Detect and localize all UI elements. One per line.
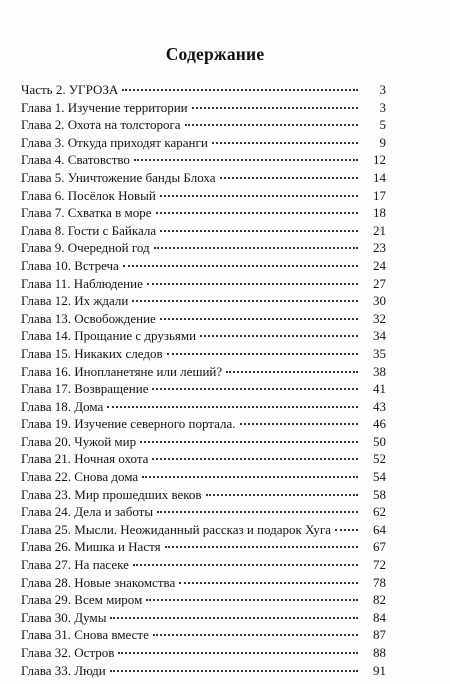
dot-leader xyxy=(160,195,358,197)
toc-entry-title: Глава 11. Наблюдение xyxy=(21,275,143,291)
toc-entry-title: Глава 28. Новые знакомства xyxy=(21,574,176,590)
dot-leader xyxy=(147,283,358,285)
toc-entry-page-number: 43 xyxy=(373,398,386,414)
dot-leader xyxy=(132,300,358,302)
dot-leader xyxy=(107,406,358,408)
toc-entry-title: Глава 7. Схватка в море xyxy=(21,205,152,221)
toc-entry xyxy=(21,645,386,663)
toc-entry-page-number: 64 xyxy=(373,521,386,537)
toc-entry xyxy=(21,416,386,434)
toc-entry xyxy=(21,311,386,329)
toc-entry xyxy=(21,504,386,522)
dot-leader xyxy=(335,529,358,531)
toc-entry xyxy=(21,82,386,100)
toc-entry-page-number: 54 xyxy=(373,469,386,485)
toc-entry-page-number: 32 xyxy=(373,310,386,326)
toc-entry-title: Глава 29. Всем миром xyxy=(21,592,143,608)
toc-entry xyxy=(21,276,386,294)
toc-entry-page-number: 52 xyxy=(373,451,386,467)
toc-entry xyxy=(21,381,386,399)
toc-entry-title: Глава 31. Снова вместе xyxy=(21,627,149,643)
toc-entry xyxy=(21,539,386,557)
toc-entry-page-number: 30 xyxy=(373,293,386,309)
dot-leader xyxy=(160,230,358,232)
toc-entry xyxy=(21,100,386,118)
toc-entry xyxy=(21,223,386,241)
toc-entry-page-number: 58 xyxy=(373,486,386,502)
toc-entry-page-number: 12 xyxy=(373,152,386,168)
toc-entry-page-number: 9 xyxy=(379,134,386,150)
dot-leader xyxy=(146,599,358,601)
dot-leader xyxy=(110,617,358,619)
toc-entry-page-number: 21 xyxy=(373,222,386,238)
toc-entry-title: Глава 16. Инопланетяне или леший? xyxy=(21,363,223,379)
dot-leader xyxy=(200,335,358,337)
toc-entry-page-number: 82 xyxy=(373,592,386,608)
dot-leader xyxy=(192,107,358,109)
toc-entry-title: Глава 13. Освобождение xyxy=(21,310,156,326)
dot-leader xyxy=(110,670,358,672)
dot-leader xyxy=(206,494,358,496)
toc-entry-title: Глава 15. Никаких следов xyxy=(21,345,163,361)
toc-entry-title: Глава 17. Возвращение xyxy=(21,381,149,397)
dot-leader xyxy=(226,371,358,373)
toc-entry xyxy=(21,364,386,382)
toc-entry-title: Глава 9. Очередной год xyxy=(21,240,150,256)
dot-leader xyxy=(156,212,358,214)
page-title: Содержание xyxy=(165,44,265,64)
toc-entry-title: Часть 2. УГРОЗА xyxy=(21,82,119,97)
dot-leader xyxy=(157,511,358,513)
toc-entry-title: Глава 27. На пасеке xyxy=(21,557,129,573)
dot-leader xyxy=(152,388,358,390)
toc-entry-title: Глава 20. Чужой мир xyxy=(21,433,137,449)
dot-leader xyxy=(122,89,358,91)
toc-entry-title: Глава 19. Изучение северного портала. xyxy=(21,416,236,432)
toc-entry xyxy=(21,346,386,364)
dot-leader xyxy=(179,582,358,584)
toc-entry-title: Глава 8. Гости с Байкала xyxy=(21,222,157,238)
toc-entry-page-number: 5 xyxy=(379,117,386,133)
dot-leader xyxy=(134,159,358,161)
toc-entry xyxy=(21,627,386,645)
toc-entry-title: Глава 18. Дома xyxy=(21,398,104,414)
dot-leader xyxy=(118,652,358,654)
toc-entry xyxy=(21,328,386,346)
toc-entry xyxy=(21,557,386,575)
toc-entry xyxy=(21,469,386,487)
dot-leader xyxy=(165,546,358,548)
toc-entry xyxy=(21,451,386,469)
dot-leader xyxy=(123,265,358,267)
toc-entry-page-number: 3 xyxy=(379,82,386,97)
dot-leader xyxy=(160,318,358,320)
toc-entry-page-number: 24 xyxy=(373,257,386,273)
toc-entry-title: Глава 23. Мир прошедших веков xyxy=(21,486,202,502)
toc-entry xyxy=(21,399,386,417)
toc-entry-page-number: 23 xyxy=(373,240,386,256)
dot-leader xyxy=(140,441,358,443)
toc-entry-title: Глава 21. Ночная охота xyxy=(21,451,149,467)
dot-leader xyxy=(167,353,358,355)
toc-entry-page-number: 46 xyxy=(373,416,386,432)
toc-entry-page-number: 84 xyxy=(373,609,386,625)
toc-entry-page-number: 88 xyxy=(373,645,386,660)
toc-entry xyxy=(21,205,386,223)
toc-entry-title: Глава 30. Думы xyxy=(21,609,107,625)
toc-entry xyxy=(21,663,386,681)
toc-entry-page-number: 72 xyxy=(373,557,386,573)
toc-entry-title: Глава 3. Откуда приходят каранги xyxy=(21,134,208,150)
toc-entry xyxy=(21,592,386,610)
toc-entry-title: Глава 6. Посёлок Новый xyxy=(21,187,156,203)
toc-entry-title: Глава 24. Дела и заботы xyxy=(21,504,154,520)
toc-entry xyxy=(21,522,386,540)
toc-entry-page-number: 78 xyxy=(373,574,386,590)
toc-entry-title: Глава 25. Мысли. Неожиданный рассказ и подарок Хуга xyxy=(21,521,331,537)
dot-leader xyxy=(153,634,358,636)
toc-entry-page-number: 41 xyxy=(373,381,386,397)
dot-leader xyxy=(133,564,358,566)
table-of-contents xyxy=(21,82,386,680)
dot-leader xyxy=(154,247,358,249)
toc-entry-page-number: 62 xyxy=(373,504,386,520)
toc-entry xyxy=(21,610,386,628)
toc-entry-page-number: 27 xyxy=(373,275,386,291)
toc-entry xyxy=(21,434,386,452)
toc-entry-title: Глава 1. Изучение территории xyxy=(21,99,188,115)
toc-entry-page-number: 17 xyxy=(373,187,386,203)
toc-entry-page-number: 67 xyxy=(373,539,386,555)
toc-entry-page-number: 38 xyxy=(373,363,386,379)
toc-entry-title: Глава 14. Прощание с друзьями xyxy=(21,328,197,344)
toc-entry xyxy=(21,135,386,153)
toc-entry xyxy=(21,170,386,188)
toc-entry-page-number: 34 xyxy=(373,328,386,344)
toc-entry xyxy=(21,258,386,276)
toc-entry xyxy=(21,575,386,593)
toc-entry-title: Глава 32. Остров xyxy=(21,645,115,660)
toc-entry-title: Глава 22. Снова дома xyxy=(21,469,139,485)
toc-entry-title: Глава 26. Мишка и Настя xyxy=(21,539,161,555)
toc-entry xyxy=(21,240,386,258)
toc-entry-title: Глава 12. Их ждали xyxy=(21,293,129,309)
dot-leader xyxy=(240,423,358,425)
toc-entry xyxy=(21,152,386,170)
dot-leader xyxy=(152,458,358,460)
toc-entry-page-number: 87 xyxy=(373,627,386,643)
toc-entry-page-number: 14 xyxy=(373,169,386,185)
toc-entry-page-number: 35 xyxy=(373,345,386,361)
dot-leader xyxy=(142,476,358,478)
toc-entry xyxy=(21,487,386,505)
toc-entry-page-number: 3 xyxy=(379,99,386,115)
toc-entry-page-number: 91 xyxy=(373,662,386,678)
toc-entry-title: Глава 5. Уничтожение банды Блоха xyxy=(21,169,216,185)
dot-leader xyxy=(212,142,358,144)
toc-entry xyxy=(21,117,386,135)
toc-entry-title: Глава 33. Люди xyxy=(21,662,106,678)
dot-leader xyxy=(220,177,359,179)
toc-entry-page-number: 50 xyxy=(373,433,386,449)
toc-entry xyxy=(21,188,386,206)
toc-entry xyxy=(21,293,386,311)
dot-leader xyxy=(185,124,358,126)
toc-entry-title: Глава 4. Сватовство xyxy=(21,152,130,168)
toc-entry-title: Глава 2. Охота на толсторога xyxy=(21,117,181,133)
toc-entry-title: Глава 10. Встреча xyxy=(21,257,119,273)
toc-entry-page-number: 18 xyxy=(373,205,386,221)
